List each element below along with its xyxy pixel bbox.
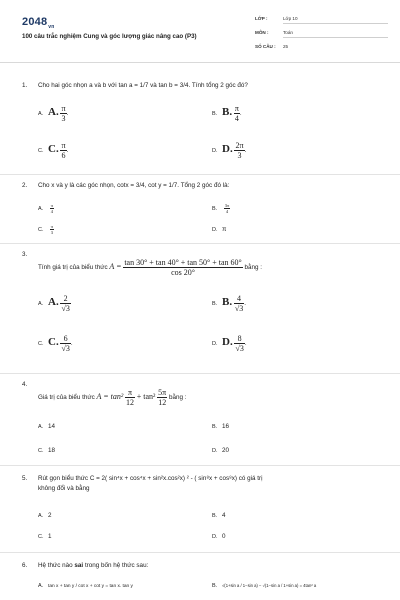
q2-option-a[interactable]: A. $\frac{\pi}{4}$ (38, 203, 54, 214)
question-1: 1. Cho hai góc nhọn a và b với tan a = 1/7 và tan b = 3/4. Tính tổng 2 góc đó? (22, 82, 248, 89)
question-6: 6. Hệ thức nào sai trong bốn hệ thức sau: (22, 562, 149, 569)
q1-option-c[interactable]: C. C. $\frac{\pi}{6}$ . (38, 141, 69, 160)
q3-stem: Tính giá trị của biểu thức A = $\frac{\tan 30^\circ + \tan 40^\circ + \tan 50^\circ + \tan 60^\circ}{\cos 20^\circ}$ bằng : (38, 258, 263, 277)
q5-option-c[interactable]: C. 1 (38, 533, 52, 540)
question-divider (0, 373, 400, 374)
site-logo[interactable]: $2048_{vn}$ (22, 16, 55, 31)
question-5: 5. Rút gọn biểu thức C = 2( sin⁴x + cos⁴x + sin²x.cos²x) ² - ( sin⁸x + cos⁸x) có giá trị (22, 475, 263, 482)
q5-option-d[interactable]: D. 0 (212, 533, 226, 540)
q3-option-b[interactable]: B. B. $\frac{4}{√3}$ . (212, 294, 246, 313)
q5-option-a[interactable]: A. 2 (38, 512, 52, 519)
q4-stem: Giá trị của biểu thức A = tan² $\frac{\pi}{12}$ + tan² $\frac{5\pi}{12}$ bằng : (38, 388, 187, 407)
q2-option-d[interactable]: D. π (212, 226, 227, 233)
meta-question-count: SỐ CÂU : 25 (255, 44, 289, 49)
header-divider (0, 62, 400, 63)
q3-option-d[interactable]: D. D. $\frac{8}{√3}$ . (212, 334, 247, 353)
question-divider (0, 465, 400, 466)
question-3: 3. (22, 251, 28, 258)
q6-option-b[interactable]: B. √(1+sin a / 1−sin a) − √(1−sin a / 1+sin a) = 4tan² a (212, 583, 317, 589)
q6-option-a[interactable]: A. tan x + tan y / cot x + cot y = tan x. tan y (38, 583, 133, 589)
meta-grade: LỚP : Lớp 10 (255, 16, 298, 21)
q3-option-a[interactable]: A. A. $\frac{2}{√3}$ (38, 294, 70, 313)
question-4: 4. (22, 381, 28, 388)
question-2: 2. Cho x và y là các góc nhọn, cotx = 3/4, cot y = 1/7. Tổng 2 góc đó là: (22, 182, 230, 189)
q1-option-a[interactable]: A. A. $\frac{\pi}{3}$ . (38, 104, 69, 123)
question-divider (0, 243, 400, 244)
page-title: 100 câu trắc nghiệm Cung và góc lượng giác nâng cao (P3) (22, 33, 197, 40)
q4-option-d[interactable]: D. 20 (212, 447, 230, 454)
q4-option-c[interactable]: C. 18 (38, 447, 56, 454)
q2-option-b[interactable]: B. $\frac{3\pi}{4}$ (212, 203, 230, 214)
question-divider (0, 552, 400, 553)
q5-option-b[interactable]: B. 4 (212, 512, 226, 519)
question-divider (0, 174, 400, 175)
q4-option-b[interactable]: B. 16 (212, 423, 230, 430)
q2-option-c[interactable]: C. $\frac{\pi}{3}$ (38, 224, 54, 235)
q3-option-c[interactable]: C. C. $\frac{6}{√3}$ . (38, 334, 73, 353)
meta-subject: MÔN : Toán (255, 30, 293, 35)
q4-option-a[interactable]: A. 14 (38, 423, 56, 430)
q1-option-b[interactable]: B. B. $\frac{\pi}{4}$ . (212, 104, 242, 123)
q5-stem-line2: không đổi và bằng (38, 485, 90, 492)
q1-option-d[interactable]: D. D. $\frac{2\pi}{3}$ . (212, 141, 247, 160)
